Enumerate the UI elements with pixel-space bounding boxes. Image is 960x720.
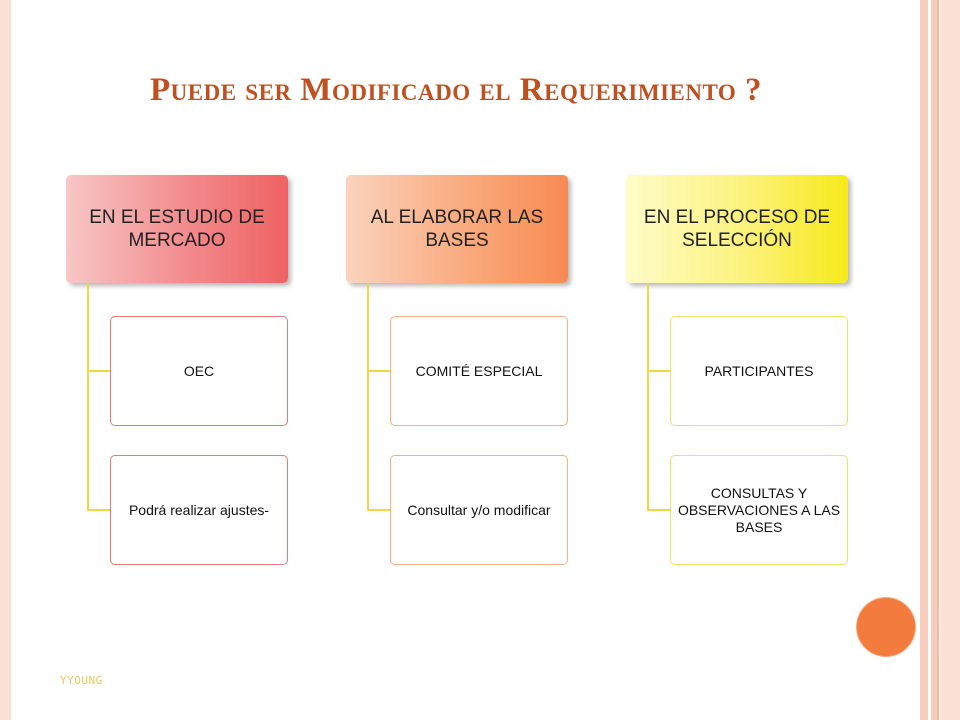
child-box-consultas-observaciones: CONSULTAS Y OBSERVACIONES A LAS BASES [670, 455, 848, 565]
child-box-comite-especial: COMITÉ ESPECIAL [390, 316, 568, 426]
connector-vertical [647, 283, 649, 510]
child-box-ajustes: Podrá realizar ajustes- [110, 455, 288, 565]
left-frame-bar [0, 0, 11, 720]
right-frame-bar [940, 0, 960, 720]
right-frame-bar [920, 0, 928, 720]
connector-horizontal [87, 509, 110, 511]
column-header-elaborar-bases: AL ELABORAR LAS BASES [346, 175, 568, 283]
connector-horizontal [367, 370, 390, 372]
child-box-consultar-modificar: Consultar y/o modificar [390, 455, 568, 565]
column-header-proceso-seleccion: EN EL PROCESO DE SELECCIÓN [626, 175, 848, 283]
right-frame-line [937, 0, 939, 720]
right-frame-bar [931, 0, 937, 720]
decorative-circle [857, 598, 915, 656]
child-box-participantes: PARTICIPANTES [670, 316, 848, 426]
connector-vertical [367, 283, 369, 510]
connector-horizontal [647, 509, 670, 511]
connector-horizontal [87, 370, 110, 372]
connector-vertical [87, 283, 89, 510]
connector-horizontal [647, 370, 670, 372]
slide-title: Puede ser Modificado el Requerimiento ? [150, 72, 763, 108]
child-box-oec: OEC [110, 316, 288, 426]
column-header-estudio-mercado: EN EL ESTUDIO DE MERCADO [66, 175, 288, 283]
signature-text: YYOUNG [60, 674, 103, 687]
connector-horizontal [367, 509, 390, 511]
